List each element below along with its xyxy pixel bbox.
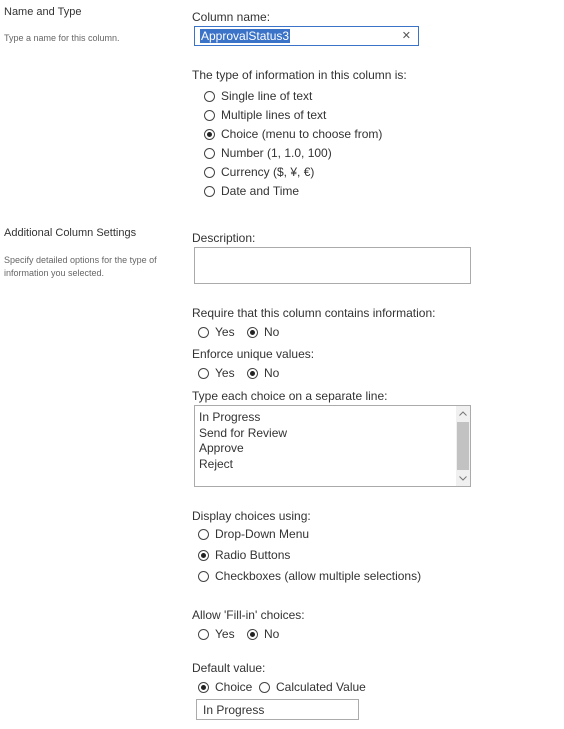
choices-list: [199, 410, 287, 472]
scrollbar-thumb[interactable]: [457, 422, 469, 470]
unique-label: Enforce unique values:: [192, 347, 315, 361]
type-0-label: Single line of text: [221, 89, 313, 103]
choice-line: Reject: [199, 456, 234, 471]
clear-icon[interactable]: ✕: [401, 30, 411, 42]
default-choice-radio[interactable]: [198, 682, 209, 693]
type-4-option[interactable]: [204, 165, 314, 179]
default-choice-label: Choice: [215, 680, 253, 694]
fillin-no-option[interactable]: [247, 627, 279, 641]
type-2-option[interactable]: [204, 127, 382, 141]
unique-no-option[interactable]: [247, 366, 279, 380]
type-2-radio[interactable]: [204, 129, 215, 140]
column-name-value: ApprovalStatus3: [201, 29, 290, 43]
type-4-label: Currency ($, ¥, €): [221, 165, 315, 179]
require-yes-label: Yes: [215, 325, 235, 339]
type-5-option[interactable]: [204, 184, 299, 198]
type-3-radio[interactable]: [204, 148, 215, 159]
display-0-radio[interactable]: [198, 529, 209, 540]
fillin-yes-radio[interactable]: [198, 629, 209, 640]
column-name-label: Column name:: [192, 10, 271, 24]
unique-yes-label: Yes: [215, 366, 235, 380]
choices-textarea[interactable]: [194, 405, 471, 487]
display-0-option[interactable]: [198, 527, 309, 541]
description-label: Description:: [192, 231, 256, 245]
default-calculated-option[interactable]: [259, 680, 366, 694]
section-title-additional-settings: Additional Column Settings: [4, 227, 137, 239]
default-value-text: In Progress: [203, 703, 265, 717]
section-desc-name-and-type: Type a name for this column.: [4, 33, 120, 43]
default-choice-option[interactable]: [198, 680, 252, 694]
type-0-radio[interactable]: [204, 91, 215, 102]
require-no-label: No: [264, 325, 280, 339]
unique-no-label: No: [264, 366, 280, 380]
type-1-option[interactable]: [204, 108, 326, 122]
fillin-no-label: No: [264, 627, 280, 641]
choices-label: Type each choice on a separate line:: [192, 389, 388, 403]
display-2-option[interactable]: [198, 569, 421, 583]
scroll-down-icon[interactable]: [459, 476, 467, 481]
type-5-radio[interactable]: [204, 186, 215, 197]
choice-line: Approve: [199, 441, 244, 455]
section-desc-additional-line2: information you selected.: [4, 268, 105, 278]
require-no-radio[interactable]: [247, 327, 258, 338]
require-label: Require that this column contains information:: [192, 306, 436, 320]
column-name-input[interactable]: [194, 26, 419, 46]
type-1-label: Multiple lines of text: [221, 108, 327, 122]
section-desc-additional-line1: Specify detailed options for the type of: [4, 255, 157, 265]
require-yes-option[interactable]: [198, 325, 235, 339]
default-calculated-label: Calculated Value: [276, 680, 366, 694]
type-5-label: Date and Time: [221, 184, 300, 198]
display-1-label: Radio Buttons: [215, 548, 291, 562]
type-3-label: Number (1, 1.0, 100): [221, 146, 332, 160]
default-label: Default value:: [192, 661, 266, 675]
display-label: Display choices using:: [192, 509, 311, 523]
display-1-radio[interactable]: [198, 550, 209, 561]
fillin-label: Allow 'Fill-in' choices:: [192, 608, 305, 622]
scroll-up-icon[interactable]: [459, 411, 467, 416]
unique-yes-radio[interactable]: [198, 368, 209, 379]
display-0-label: Drop-Down Menu: [215, 527, 310, 541]
require-no-option[interactable]: [247, 325, 279, 339]
default-value-input[interactable]: [196, 699, 359, 720]
fillin-no-radio[interactable]: [247, 629, 258, 640]
fillin-yes-option[interactable]: [198, 627, 235, 641]
display-2-label: Checkboxes (allow multiple selections): [215, 569, 422, 583]
section-title-name-and-type: Name and Type: [4, 6, 82, 18]
type-label: The type of information in this column is:: [192, 68, 407, 82]
display-2-radio[interactable]: [198, 571, 209, 582]
unique-yes-option[interactable]: [198, 366, 235, 380]
unique-no-radio[interactable]: [247, 368, 258, 379]
type-2-label: Choice (menu to choose from): [221, 127, 383, 141]
default-calculated-radio[interactable]: [259, 682, 270, 693]
description-textarea[interactable]: [194, 247, 471, 284]
type-4-radio[interactable]: [204, 167, 215, 178]
type-1-radio[interactable]: [204, 110, 215, 121]
choice-line: In Progress: [199, 410, 261, 424]
choices-scrollbar[interactable]: [456, 406, 470, 486]
choice-line: Send for Review: [199, 425, 288, 440]
display-1-option[interactable]: [198, 548, 290, 562]
type-3-option[interactable]: [204, 146, 332, 160]
fillin-yes-label: Yes: [215, 627, 235, 641]
require-yes-radio[interactable]: [198, 327, 209, 338]
type-0-option[interactable]: [204, 89, 312, 103]
